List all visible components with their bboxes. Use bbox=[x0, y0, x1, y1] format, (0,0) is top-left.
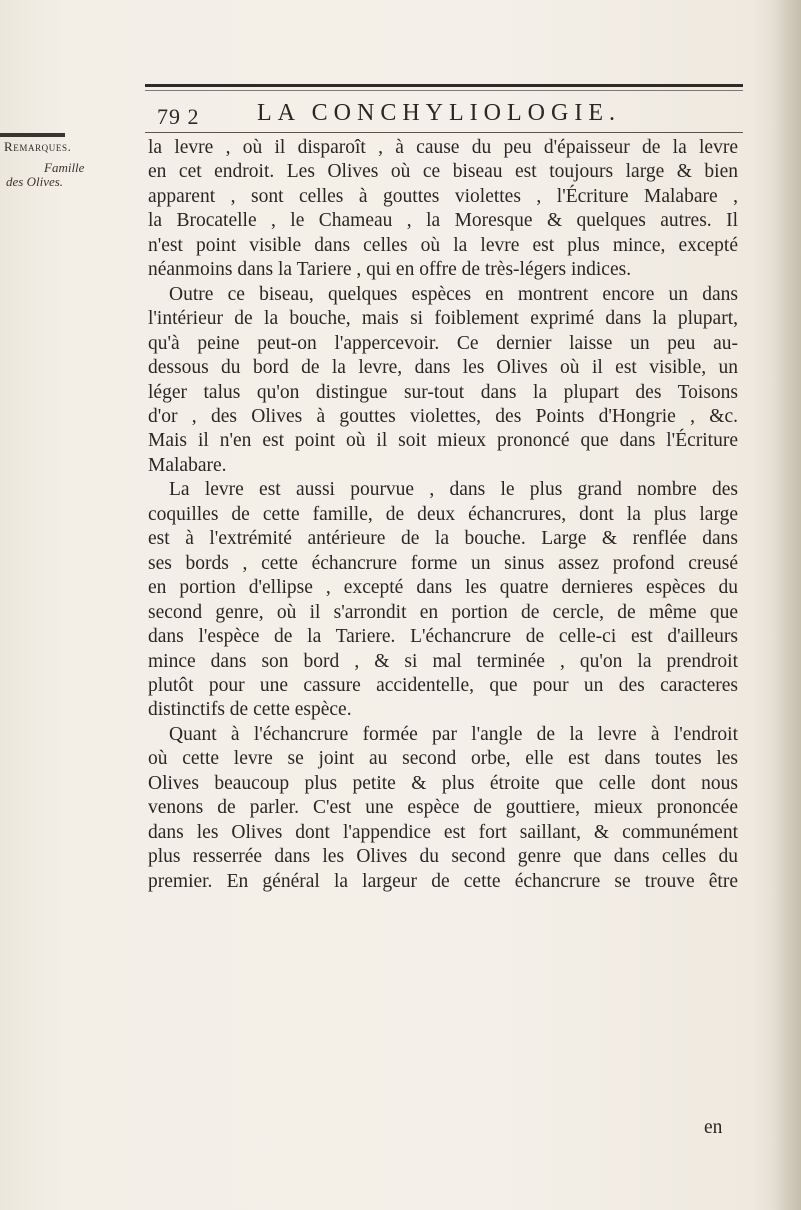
top-rule bbox=[145, 84, 743, 87]
text-line: qu'à peine peut-on l'appercevoir. Ce dernier laisse un peu au- bbox=[148, 332, 738, 354]
paragraph bbox=[148, 136, 738, 283]
page-header bbox=[145, 98, 743, 132]
margin-rule bbox=[0, 133, 65, 137]
text-line: Malabare. bbox=[148, 454, 227, 476]
paragraph bbox=[148, 723, 738, 894]
text-line: apparent , sont celles à gouttes violettes , l'Écriture Malabare , bbox=[148, 185, 738, 207]
text-line: dans l'espèce de la Tariere. L'échancrure de celle-ci est d'ailleurs bbox=[148, 626, 738, 648]
text-line: est à l'extrémité antérieure de la bouche. Large & renflée dans bbox=[148, 528, 738, 550]
body-text bbox=[148, 136, 738, 894]
text-line: n'est point visible dans celles où la levre est plus mince, excepté bbox=[148, 234, 738, 256]
text-line: où cette levre se joint au second orbe, elle est dans toutes les bbox=[148, 748, 738, 770]
paragraph bbox=[148, 283, 738, 479]
text-line: néanmoins dans la Tariere , qui en offre de très-légers indices. bbox=[148, 259, 632, 281]
text-line: Quant à l'échancrure formée par l'angle de la levre à l'endroit bbox=[169, 723, 738, 745]
top-rule-thin bbox=[145, 90, 743, 91]
text-line: léger talus qu'on distingue sur-tout dans la plupart des Toisons bbox=[148, 381, 738, 403]
text-line: distinctifs de cette espèce. bbox=[148, 699, 352, 721]
text-line: Outre ce biseau, quelques espèces en montrent encore un dans bbox=[169, 283, 738, 305]
text-line: l'intérieur de la bouche, mais si foiblement exprimé dans la plupart, bbox=[148, 308, 738, 330]
text-line: en portion d'ellipse , excepté dans les quatre dernieres espèces du bbox=[148, 577, 738, 599]
text-line: second genre, où il s'arrondit en portion de cercle, de même que bbox=[148, 601, 738, 623]
text-line: premier. En général la largeur de cette échancrure se trouve être bbox=[148, 870, 738, 892]
catchword: en bbox=[704, 1117, 723, 1138]
page-number: 79 2 bbox=[157, 104, 200, 129]
text-line: mince dans son bord , & si mal terminée , qu'on la prendroit bbox=[148, 650, 738, 672]
margin-note bbox=[4, 161, 144, 189]
running-title: LA CONCHYLIOLOGIE. bbox=[257, 100, 621, 126]
text-line: d'or , des Olives à gouttes violettes, des Points d'Hongrie , &c. bbox=[148, 405, 738, 427]
text-line: ses bords , cette échancrure forme un sinus assez profond creusé bbox=[148, 552, 738, 574]
text-line: plutôt pour une cassure accidentelle, que pour un des caracteres bbox=[148, 674, 738, 696]
marginalia bbox=[4, 139, 144, 189]
text-line: la levre , où il disparoît , à cause du peu d'épaisseur de la levre bbox=[148, 137, 738, 158]
header-rule bbox=[145, 132, 743, 133]
text-line: coquilles de cette famille, de deux échancrures, dont la plus large bbox=[148, 503, 738, 525]
text-line: Mais il n'en est point où il soit mieux prononcé que dans l'Écriture bbox=[148, 430, 738, 452]
text-line: venons de parler. C'est une espèce de gouttiere, mieux prononcée bbox=[148, 797, 738, 819]
text-line: en cet endroit. Les Olives où ce biseau est toujours large & bien bbox=[148, 161, 738, 183]
margin-note-line: des Olives. bbox=[6, 174, 64, 189]
text-line: Olives beaucoup plus petite & plus étroite que celle dont nous bbox=[148, 772, 738, 794]
margin-heading: Remarques. bbox=[4, 139, 72, 154]
page-edge-shadow bbox=[773, 0, 801, 1210]
text-line: dans les Olives dont l'appendice est fort saillant, & communément bbox=[148, 821, 738, 843]
text-line: la Brocatelle , le Chameau , la Moresque & quelques autres. Il bbox=[148, 210, 738, 232]
text-line: La levre est aussi pourvue , dans le plus grand nombre des bbox=[169, 479, 738, 501]
paragraph bbox=[148, 478, 738, 723]
text-line: dessous du bord de la levre, dans les Olives où il est visible, un bbox=[148, 357, 738, 379]
margin-note-line: Famille bbox=[44, 160, 85, 175]
text-line: plus resserrée dans les Olives du second genre que dans celles du bbox=[148, 846, 738, 868]
